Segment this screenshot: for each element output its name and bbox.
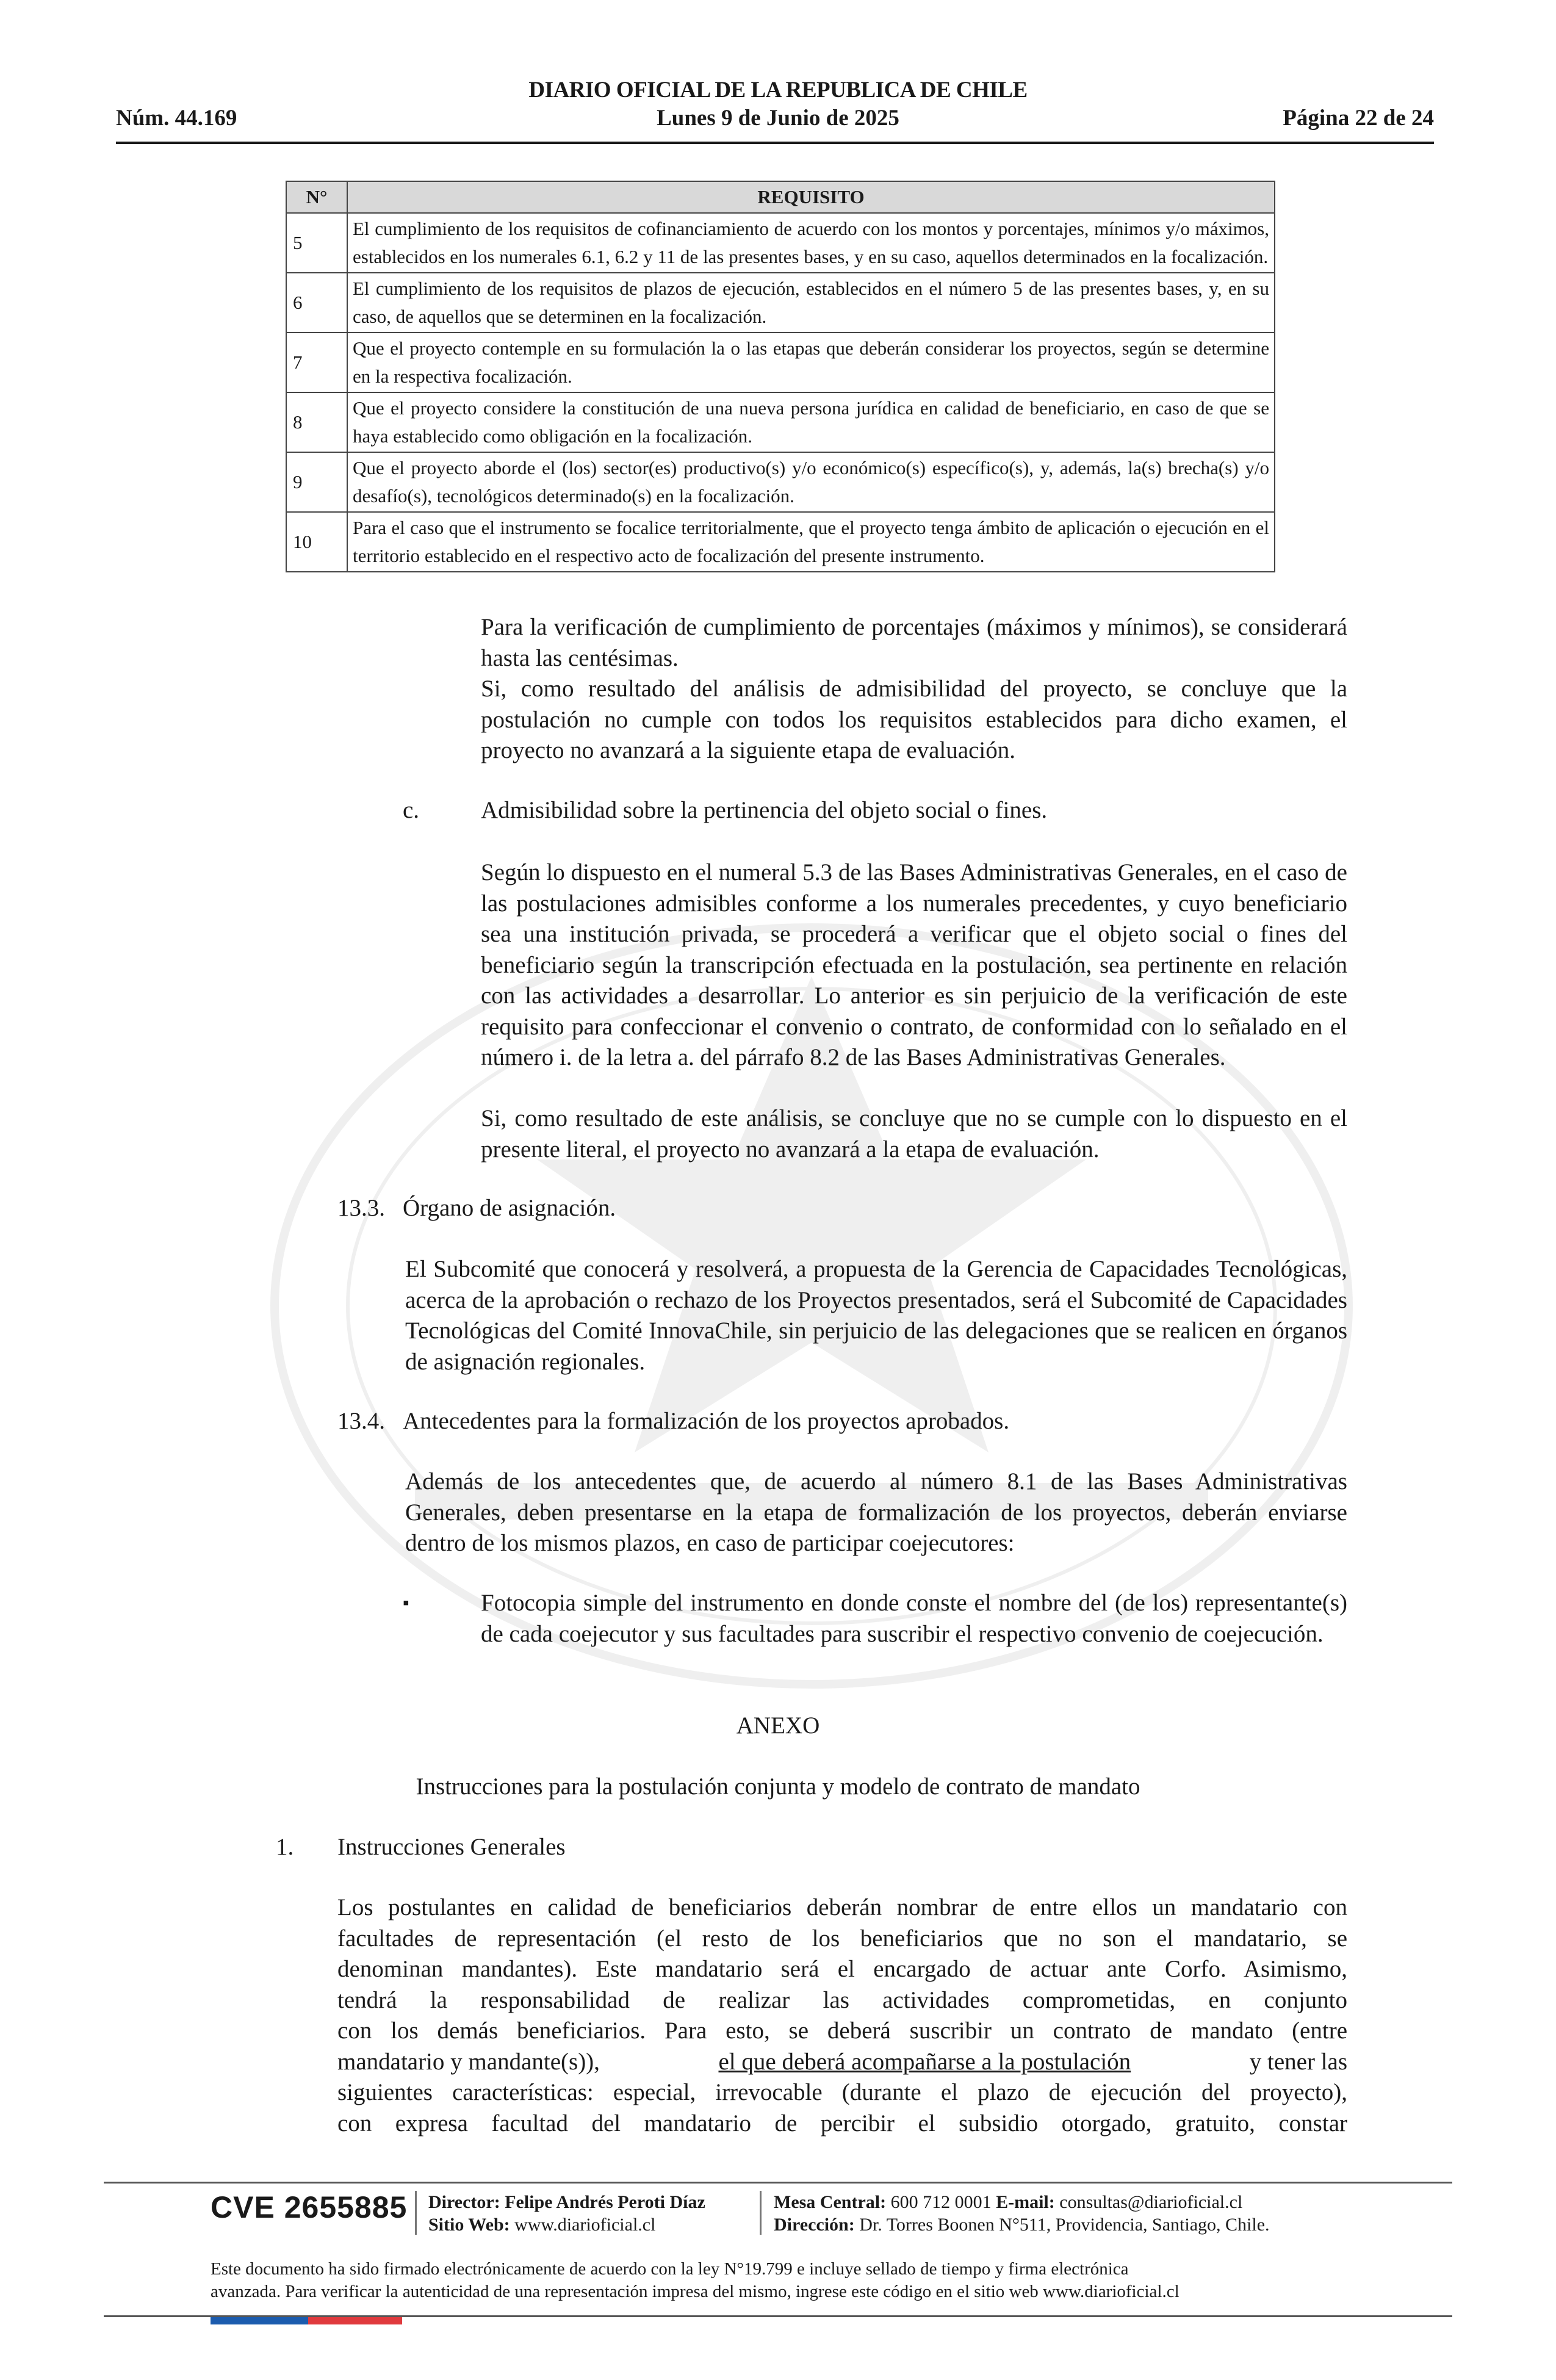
row-requirement: El cumplimiento de los requisitos de cofinanciamiento de acuerdo con los montos y porcentajes, mínimos y/o máximos, establecidos en los numerales 6.1, 6.2 y 11 de las presentes bases, y en su caso, aquellos determinados en la focalización. [347,213,1275,273]
text-line: con los demás beneficiarios. Para esto, se deberá suscribir un contrato de mandato (entre [337,2018,1347,2044]
disclaimer-line: Este documento ha sido firmado electrónicamente de acuerdo con la ley N°19.799 e incluye sellado de tiempo y firma electrónica [211,2259,1129,2279]
paragraph-admissibility-result: Si, como resultado del análisis de admisibilidad del proyecto, se concluye que la postulación no cumple con todos los requisitos establecidos para dicho examen, el proyecto no avanzará a la siguiente etapa de evaluación. [481,676,1347,763]
column-header-number: N° [286,181,347,213]
section-title-13-4: Antecedentes para la formalización de los proyectos aprobados. [403,1408,1010,1434]
annex-subtitle: Instrucciones para la postulación conjunta y modelo de contrato de mandato [416,1773,1140,1800]
header-divider [116,142,1434,144]
phone-number: 600 712 0001 [890,2192,992,2212]
footer-website [428,2213,655,2236]
item-c-title: Admisibilidad sobre la pertinencia del objeto social o fines. [481,797,1048,823]
director-label: Director: [428,2192,500,2212]
paragraph-social-purpose: Según lo dispuesto en el numeral 5.3 de las Bases Administrativas Generales, en el caso de las postulaciones admisibles conforme a los numerales precedentes, y cuyo beneficiario sea una institución privada, se procederá a verificar que el objeto social o fines del beneficiario según la transcripción efectuada en la postulación, sea pertinente en relación con las actividades a desarrollar. Lo anterior es sin perjuicio de la verificación de este requisito para confeccionar el convenio o contrato, de conformidad con lo señalado en el número i. de la letra a. del párrafo 8.2 de las Bases Administrativas Generales. [481,859,1347,1070]
table-row [286,273,1275,333]
email-label: E-mail: [996,2192,1055,2212]
table-row [286,333,1275,392]
text-line: denominan mandantes). Este mandatario será el encargado de actuar ante Corfo. Asimismo, [337,1956,1347,1982]
website-link[interactable]: www.diarioficial.cl [514,2215,656,2235]
text-line [337,2047,1347,2078]
text-line: Los postulantes en calidad de beneficiarios deberán nombrar de entre ellos un mandatario con [337,1894,1347,1920]
column-header-requirement: REQUISITO [347,181,1275,213]
footer-separator [415,2191,417,2235]
row-requirement: Para el caso que el instrumento se focalice territorialmente, que el proyecto tenga ámbito de aplicación o ejecución en el territorio establecido en el respectivo acto de focalización del presente instrumento. [347,512,1275,572]
section-number-1: 1. [276,1834,294,1860]
table-row [286,392,1275,452]
text-line: con expresa facultad del mandatario de percibir el subsidio otorgado, gratuito, constar [337,2110,1347,2137]
row-requirement: El cumplimiento de los requisitos de plazos de ejecución, establecidos en el número 5 de las presentes bases, y, en su caso, de aquellos que se determinen en la focalización. [347,273,1275,333]
row-number: 5 [286,213,347,273]
row-number: 7 [286,333,347,392]
annex-heading: ANEXO [736,1712,820,1739]
paragraph-analysis-result: Si, como resultado de este análisis, se concluye que no se cumple con lo dispuesto en el presente literal, el proyecto no avanzará a la etapa de evaluación. [481,1105,1347,1163]
email-link[interactable]: consultas@diarioficial.cl [1059,2192,1243,2212]
paragraph-general-instructions [337,1892,1347,2139]
row-number: 8 [286,392,347,452]
paragraph-additional-documents: Además de los antecedentes que, de acuerdo al número 8.1 de las Bases Administrativas Generales, deben presentarse en la etapa de formalización de los proyectos, deberán enviarse dentro de los mismos plazos, en caso de participar coejecutores: [405,1468,1347,1556]
flag-bar-blue [211,2317,308,2324]
underlined-text: el que deberá acompañarse a la postulación [718,2048,1131,2075]
address-label: Dirección: [774,2215,855,2235]
section-number-13-3: 13.3. [337,1195,385,1221]
footer-divider-top [104,2182,1452,2183]
bullet-marker: ▪ [403,1593,409,1613]
table-row [286,512,1275,572]
text-line: facultades de representación (el resto de los beneficiarios que no son el mandatario, se [337,1925,1347,1952]
newspaper-title: DIARIO OFICIAL DE LA REPUBLICA DE CHILE [528,78,1028,103]
row-requirement: Que el proyecto aborde el (los) sector(es) productivo(s) y/o económico(s) específico(s), y, además, la(s) brecha(s) y/o desafío(s), tecnológicos determinado(s) en la focalización. [347,452,1275,512]
table-row [286,213,1275,273]
cve-code: CVE 2655885 [211,2190,408,2224]
footer-separator [760,2191,762,2235]
item-letter-c: c. [403,797,420,823]
bullet-item-photocopy: Fotocopia simple del instrumento en donde conste el nombre del (de los) representante(s) de cada coejecutor y sus facultades para suscribir el respectivo convenio de coejecución. [481,1590,1347,1647]
page-number: Página 22 de 24 [1283,106,1434,131]
paragraph-subcommittee: El Subcomité que conocerá y resolverá, a propuesta de la Gerencia de Capacidades Tecnológicas, acerca de la aprobación o rechazo de los Proyectos presentados, será el Subcomité de Capacidades Tecnológicas del Comité InnovaChile, sin perjuicio de las delegaciones que se realicen en órganos de asignación regionales. [405,1256,1347,1375]
paragraph-percentage-verification: Para la verificación de cumplimiento de porcentajes (máximos y mínimos), se considerará hasta las centésimas. [481,614,1347,671]
requirements-table [286,181,1275,572]
text-fragment: y tener las [1249,2048,1347,2075]
address-text: Dr. Torres Boonen N°511, Providencia, Santiago, Chile. [859,2215,1270,2235]
issue-date: Lunes 9 de Junio de 2025 [657,106,899,131]
row-number: 9 [286,452,347,512]
issue-number: Núm. 44.169 [116,106,237,131]
footer-director [428,2191,705,2213]
website-label: Sitio Web: [428,2215,510,2235]
row-requirement: Que el proyecto considere la constitución de una nueva persona jurídica en calidad de beneficiario, en caso de que se haya establecido como obligación en la focalización. [347,392,1275,452]
director-name: Felipe Andrés Peroti Díaz [505,2192,705,2212]
row-number: 10 [286,512,347,572]
text-fragment: mandatario y mandante(s)), [337,2048,600,2075]
flag-bar-red [308,2317,402,2324]
text-line: siguientes características: especial, irrevocable (durante el plazo de ejecución del proyecto), [337,2079,1347,2105]
row-number: 6 [286,273,347,333]
text-line: tendrá la responsabilidad de realizar las actividades comprometidas, en conjunto [337,1986,1347,2013]
table-row [286,452,1275,512]
table-header-row [286,181,1275,213]
phone-label: Mesa Central: [774,2192,887,2212]
section-title-13-3: Órgano de asignación. [403,1195,616,1221]
section-number-13-4: 13.4. [337,1408,385,1434]
row-requirement: Que el proyecto contemple en su formulación la o las etapas que deberán considerar los proyectos, según se determine en la respectiva focalización. [347,333,1275,392]
footer-contact [774,2191,1242,2213]
footer-disclaimer [211,2258,1345,2303]
section-title-1: Instrucciones Generales [337,1834,566,1860]
disclaimer-line: avanzada. Para verificar la autenticidad de una representación impresa del mismo, ingrese este código en el sitio web www.diarioficial.cl [211,2282,1180,2301]
footer-address [774,2213,1270,2236]
